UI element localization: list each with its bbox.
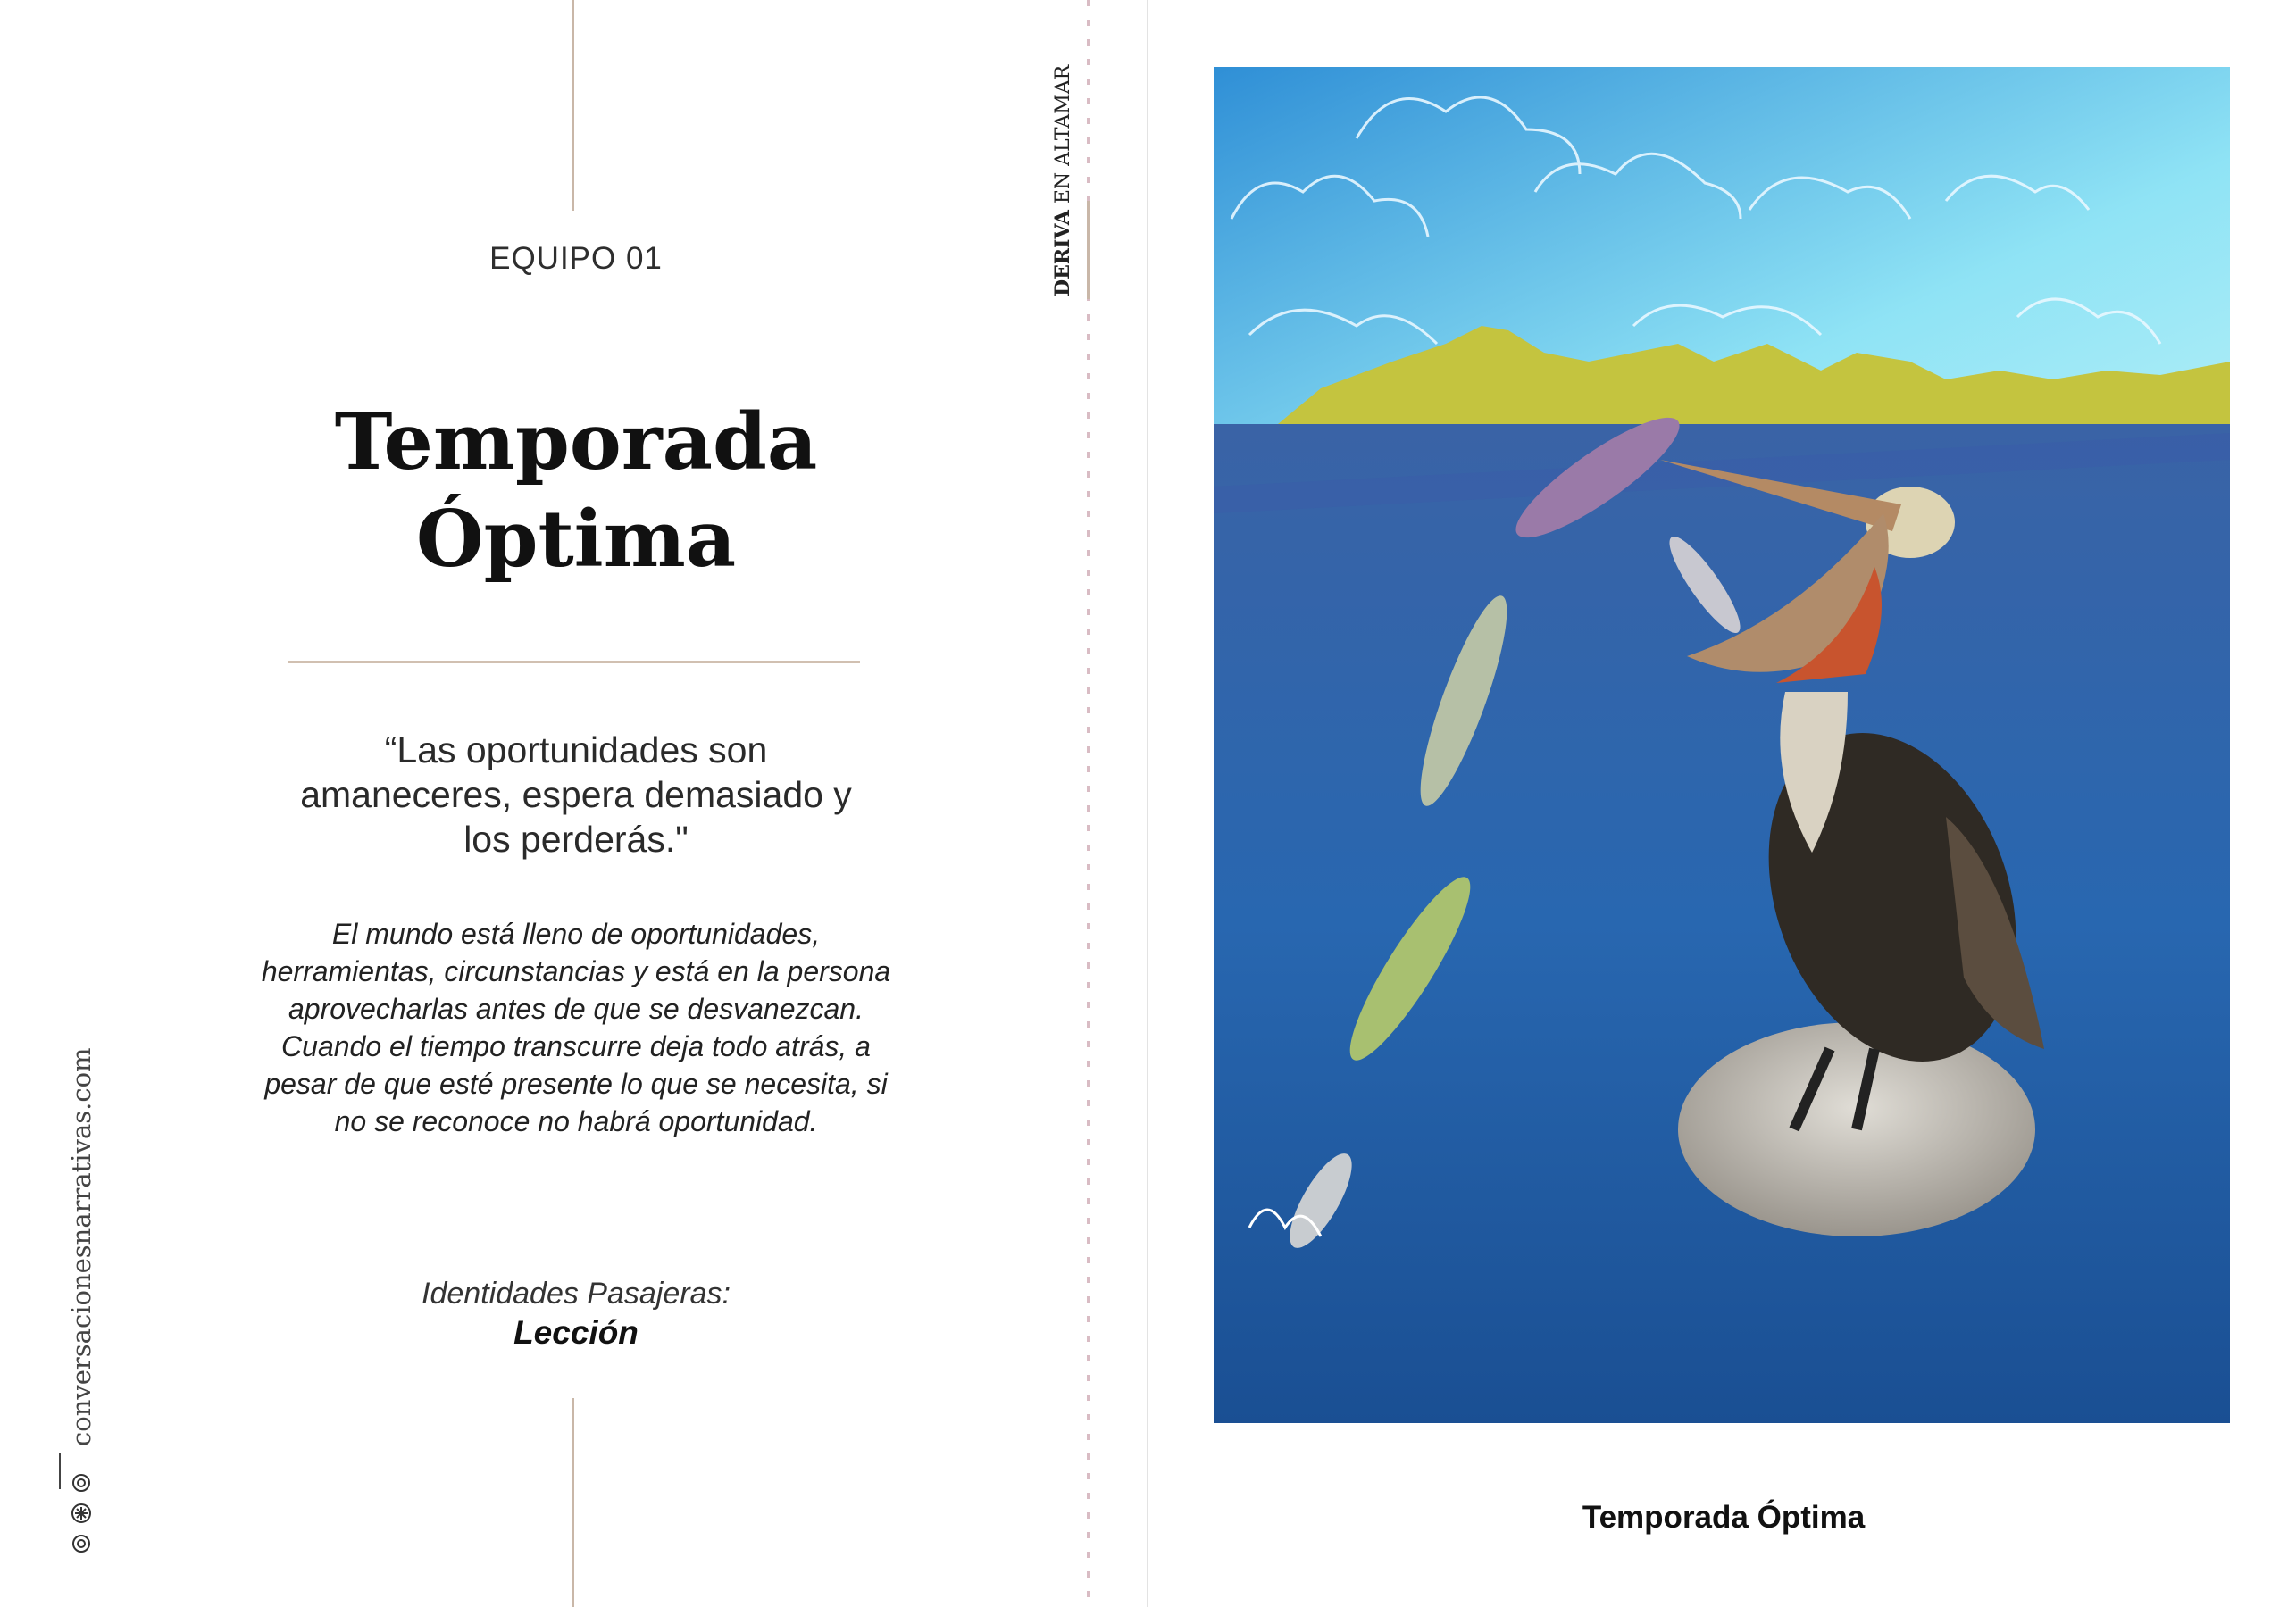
title-line: Óptima: [415, 493, 737, 585]
page-title: [268, 393, 884, 587]
illustration-caption: Temporada Óptima: [1582, 1500, 1866, 1535]
quote-line: “Las oportunidades son: [384, 729, 768, 770]
website-separator: [59, 1453, 61, 1489]
spine-rule: [1087, 201, 1090, 299]
website-text[interactable]: conversacionesnarrativas.com: [66, 1047, 96, 1446]
body-line: El mundo está lleno de oportunidades,: [331, 918, 821, 950]
body-line: herramientas, circunstancias y está en la persona: [261, 955, 891, 987]
title-divider: [288, 661, 860, 663]
title-line: Temporada: [334, 396, 818, 487]
sea: [1214, 424, 2230, 1423]
website-label[interactable]: [54, 1045, 107, 1446]
spine-rest: EN ALTAMAR: [1052, 64, 1074, 211]
body-line: pesar de que esté presente lo que se necesita, si: [264, 1068, 888, 1100]
quote: [268, 728, 884, 862]
bottom-rule: [572, 1398, 574, 1607]
body-line: aprovecharlas antes de que se desvanezcan.: [288, 993, 864, 1025]
spine-bold: DERIVA: [1051, 210, 1074, 296]
body-paragraph: [246, 915, 906, 1140]
team-label: EQUIPO 01: [489, 241, 663, 276]
top-rule: [572, 0, 574, 211]
pelican-illustration: [1214, 67, 2230, 1423]
spine-label: [1036, 55, 1090, 296]
quote-line: los perderás.": [463, 819, 689, 860]
series-lesson: Lección: [513, 1314, 639, 1351]
publisher-logo-icon: [70, 1471, 93, 1555]
body-line: no se reconoce no habrá oportunidad.: [334, 1105, 818, 1137]
spread-divider: [1147, 0, 1148, 1607]
series-label: Identidades Pasajeras:: [422, 1277, 731, 1311]
quote-line: amaneceres, espera demasiado y: [300, 774, 852, 815]
body-line: Cuando el tiempo transcurre deja todo atrás, a: [281, 1030, 871, 1062]
